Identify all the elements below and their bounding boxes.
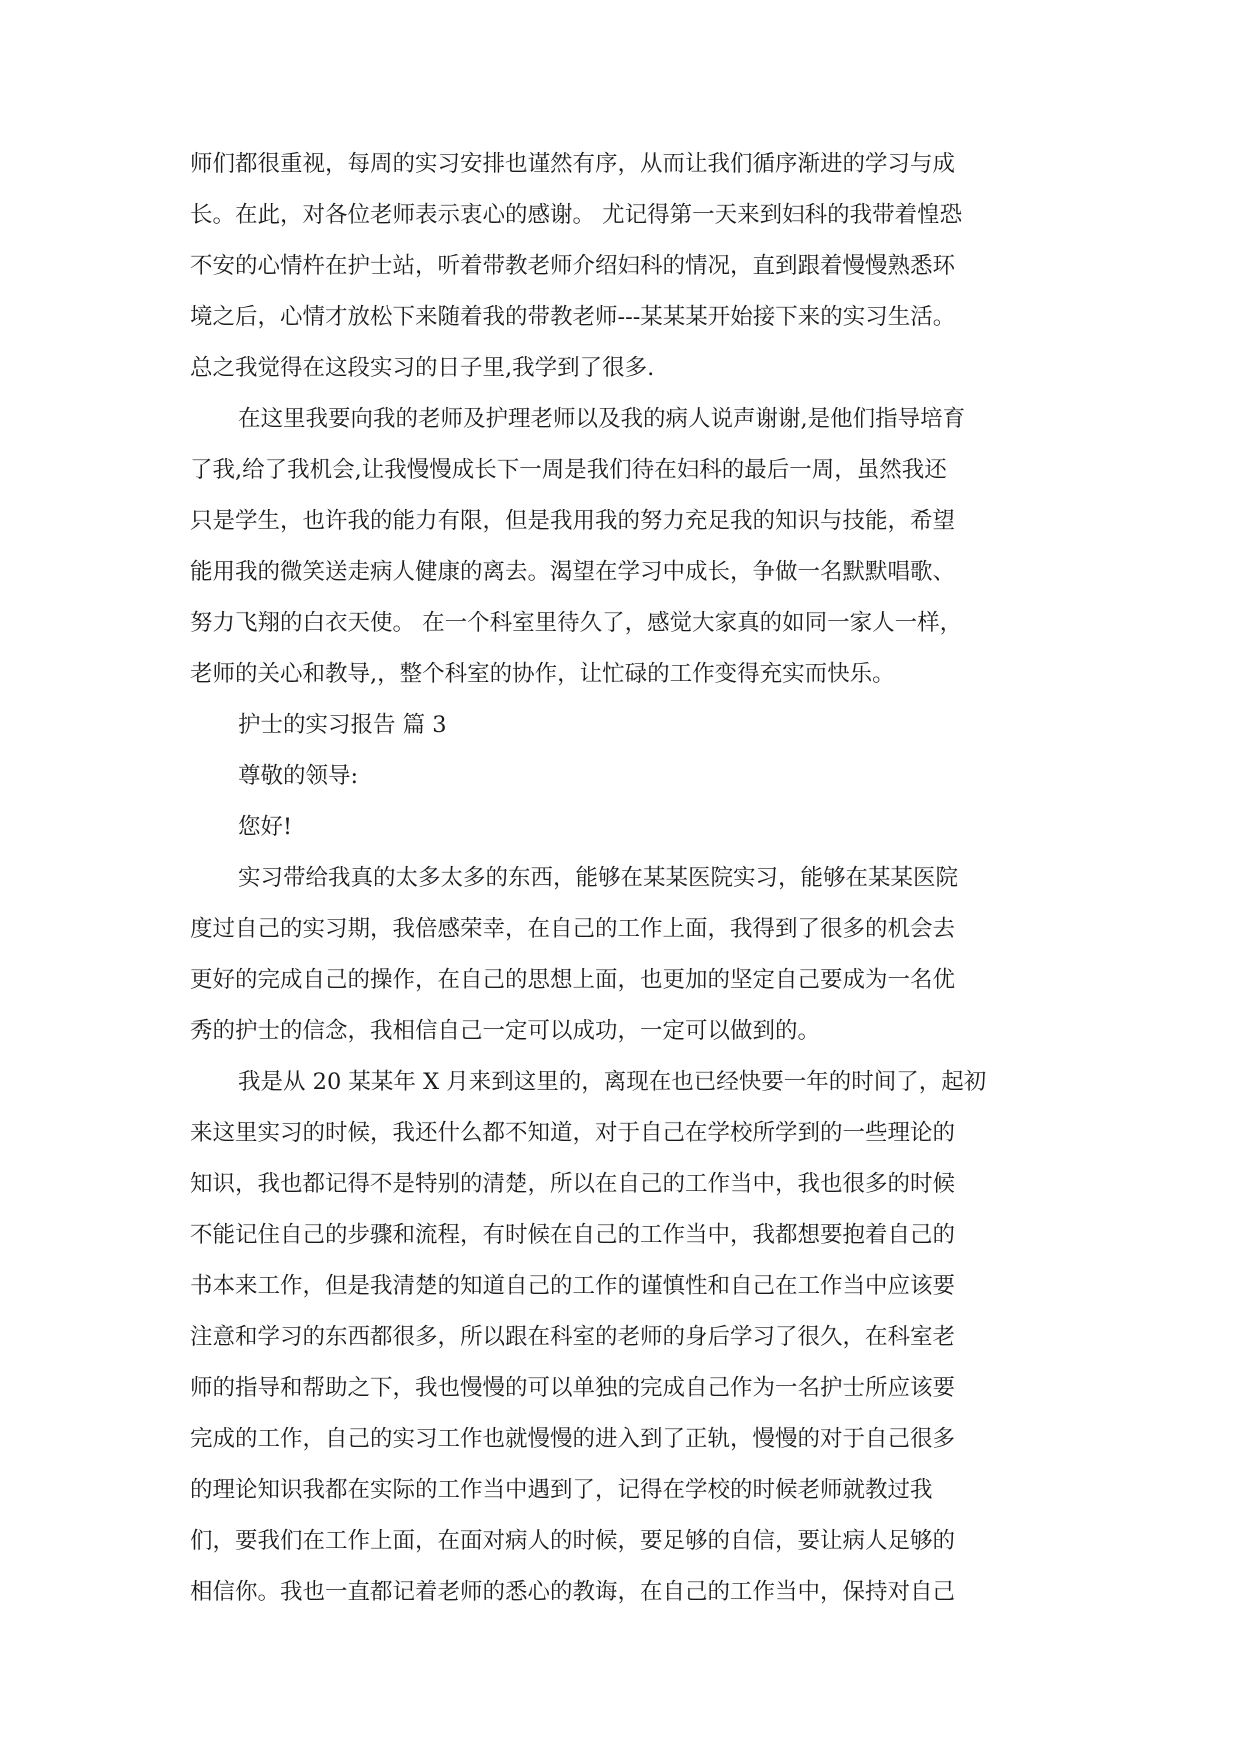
text-line: 了我,给了我机会,让我慢慢成长下一周是我们待在妇科的最后一周，虽然我还 <box>190 457 947 483</box>
text-line: 知识，我也都记得不是特别的清楚，所以在自己的工作当中，我也很多的时候 <box>190 1171 956 1197</box>
text-line: 只是学生，也许我的能力有限，但是我用我的努力充足我的知识与技能，希望 <box>190 508 956 534</box>
text-line: 不能记住自己的步骤和流程，有时候在自己的工作当中，我都想要抱着自己的 <box>190 1222 956 1248</box>
text-line: 来这里实习的时候，我还什么都不知道，对于自己在学校所学到的一些理论的 <box>190 1120 956 1146</box>
text-line: 秀的护士的信念，我相信自己一定可以成功，一定可以做到的。 <box>190 1018 821 1044</box>
salutation: 尊敬的领导: <box>238 763 359 789</box>
text-line: 注意和学习的东西都很多，所以跟在科室的老师的身后学习了很久，在科室老 <box>190 1324 956 1350</box>
text-line: 度过自己的实习期，我倍感荣幸，在自己的工作上面，我得到了很多的机会去 <box>190 916 956 942</box>
text-line: 的理论知识我都在实际的工作当中遇到了，记得在学校的时候老师就教过我 <box>190 1477 933 1503</box>
paragraph-start-line: 在这里我要向我的老师及护理老师以及我的病人说声谢谢,是他们指导培育 <box>238 406 966 432</box>
text-line: 师的指导和帮助之下，我也慢慢的可以单独的完成自己作为一名护士所应该要 <box>190 1375 956 1401</box>
text-line: 完成的工作，自己的实习工作也就慢慢的进入到了正轨，慢慢的对于自己很多 <box>190 1426 956 1452</box>
text-line: 努力飞翔的白衣天使。 在一个科室里待久了，感觉大家真的如同一家人一样， <box>190 610 963 636</box>
text-line: 境之后，心情才放松下来随着我的带教老师---某某某开始接下来的实习生活。 <box>190 304 956 330</box>
text-line: 相信你。我也一直都记着老师的悉心的教诲，在自己的工作当中，保持对自己 <box>190 1579 956 1605</box>
text-line: 老师的关心和教导,，整个科室的协作，让忙碌的工作变得充实而快乐。 <box>190 661 895 687</box>
text-line: 更好的完成自己的操作，在自己的思想上面，也更加的坚定自己要成为一名优 <box>190 967 956 993</box>
text-line: 不安的心情杵在护士站，听着带教老师介绍妇科的情况，直到跟着慢慢熟悉环 <box>190 253 956 279</box>
text-line: 长。在此，对各位老师表示衷心的感谢。 尤记得第一天来到妇科的我带着惶恐 <box>190 202 963 228</box>
section-heading: 护士的实习报告 篇 3 <box>238 712 447 738</box>
text-line: 们，要我们在工作上面，在面对病人的时候，要足够的自信，要让病人足够的 <box>190 1528 956 1554</box>
text-line: 书本来工作，但是我清楚的知道自己的工作的谨慎性和自己在工作当中应该要 <box>190 1273 956 1299</box>
text-line: 总之我觉得在这段实习的日子里,我学到了很多. <box>190 355 655 381</box>
text-line: 能用我的微笑送走病人健康的离去。渴望在学习中成长，争做一名默默唱歌、 <box>190 559 956 585</box>
text-line: 师们都很重视，每周的实习安排也谨然有序，从而让我们循序渐进的学习与成 <box>190 151 956 177</box>
paragraph-start-line: 我是从 20 某某年 X 月来到这里的，离现在也已经快要一年的时间了，起初 <box>238 1069 987 1095</box>
paragraph-start-line: 实习带给我真的太多太多的东西，能够在某某医院实习，能够在某某医院 <box>238 865 959 891</box>
document-body <box>190 139 1050 1618</box>
greeting: 您好! <box>238 814 293 840</box>
